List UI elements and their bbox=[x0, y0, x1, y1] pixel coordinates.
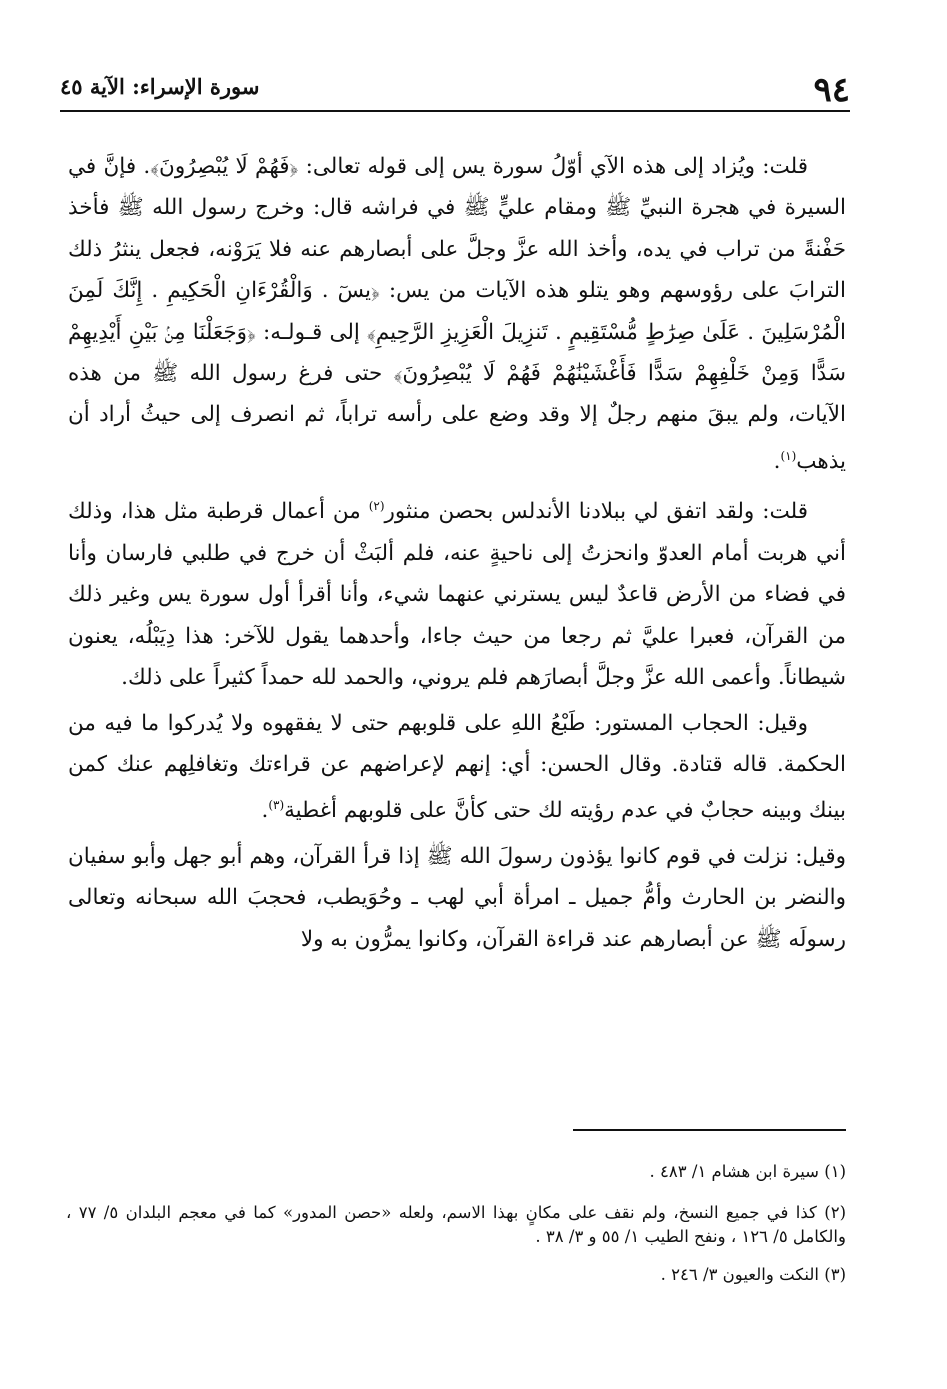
footnote-ref-2: (٢) bbox=[368, 499, 385, 514]
footnotes bbox=[66, 1160, 846, 1304]
footnote-ref-3: (٣) bbox=[268, 798, 285, 813]
paragraph-2-text-a: قلت: ولقد اتفق لي ببلادنا الأندلس بحصن منثور bbox=[384, 499, 808, 525]
footnote-separator bbox=[573, 1129, 846, 1131]
page-header bbox=[60, 70, 850, 110]
paragraph-4 bbox=[68, 836, 846, 960]
paragraph-4-text: وقيل: نزلت في قوم كانوا يؤذون رسولَ الله ﷺ إذا قرأ القرآن، وهم أبو جهل وأبو سفيان والنضر بن الحارث وأمُّ جميل ـ امرأة أبي لهب ـ وحُوَيطب، فحجبَ الله سبحانه وتعالى رسولَه ﷺ عن أبصارهم عند قراءة القرآن، وكانوا يمرُّون به ولا bbox=[68, 843, 846, 952]
paragraph-1: قلت: ويُزاد إلى هذه الآي أوّلُ سورة يس إلى قوله تعالى: ﴿فَهُمْ لَا يُبْصِرُونَ﴾. فإنَّ في السيرة في هجرة النبيِّ ﷺ ومقام عليٍّ ﷺ في فراشه قال: وخرج رسول الله ﷺ فأخذ حَفْنةً من تراب في يده، وأخذ الله عزَّ وجلَّ على أبصارهم عنه فلا يَرَوْنه، فجعل ينثرُ ذلك الترابَ على رؤوسهم وهو يتلو هذه الآيات من يس: ﴿يسٓ . وَالْقُرْءَانِ الْحَكِيمِ . إِنَّكَ لَمِنَ الْمُرْسَلِينَ . عَلَىٰ صِرَٰطٍ مُّسْتَقِيمٍ . تَنزِيلَ الْعَزِيزِ الرَّحِيمِ﴾ إلى قـولـه: ﴿وَجَعَلْنَا مِنۢ بَيْنِ أَيْدِيهِمْ سَدًّا وَمِنْ خَلْفِهِمْ سَدًّا فَأَغْشَيْنَٰهُمْ فَهُمْ لَا يُبْصِرُونَ﴾ حتى فرغ رسول الله ﷺ من هذه الآيات، ولم يبقَ منهم رجلٌ إلا وقد وضع على رأسه تراباً، ثم انصرف إلى حيثُ أراد أن يذهب$^{(١)}$. bbox=[68, 154, 846, 474]
footnote-2: (٢) كذا في جميع النسخ، ولم نقف على مكانٍ بهذا الاسم، ولعله «حصن المدور» كما في معجم البلدان ٥/ ٧٧ ، والكامل ٥/ ١٢٦ ، ونفح الطيب ١/ ٥٥ و ٣/ ٣٨ . bbox=[66, 1203, 846, 1246]
footnote-1: (١) سيرة ابن هشام ١/ ٤٨٣ . bbox=[649, 1162, 846, 1181]
paragraph-2 bbox=[68, 486, 846, 698]
main-text bbox=[68, 146, 846, 964]
paragraph-3-text: وقيل: الحجاب المستور: طَبْعُ اللهِ على قلوبهم حتى لا يفقهوه ولا يُدركوا ما فيه من الحكمة. قاله قتادة. وقال الحسن: أي: إنهم لإعراضهم عن قراءتك وتغافلِهم عنك كمن بينك وبينه حجابٌ في عدم رؤيته لك حتى كأنَّ على قلوبهم أغطية bbox=[68, 710, 846, 824]
footnote-3: (٣) النكت والعيون ٣/ ٢٤٦ . bbox=[660, 1265, 846, 1284]
paragraph-2-text-b: من أعمال قرطبة مثل هذا، وذلك أني هربت أمام العدوّ وانحزتُ إلى ناحيةٍ عنه، فلم ألبَثْ أن خرج في طلبي فارسان وأنا في فضاء من الأرض قاعدٌ ليس يسترني عنهما شيء، وأنا أقرأ أول سورة يس وغير ذلك من القرآن، فعبرا عليَّ ثم رجعا من حيث جاءا، وأحدهما يقول للآخر: هذا دِيَبْلُه، يعنون شيطاناً. وأعمى الله عزَّ وجلَّ أبصارَهم فلم يروني، والحمد لله حمداً كثيراً على ذلك. bbox=[68, 499, 846, 691]
running-title: سورة الإسراء: الآية ٤٥ bbox=[60, 74, 260, 99]
header-rule bbox=[60, 110, 850, 112]
page-number: ٩٤ bbox=[813, 70, 850, 110]
paragraph-1-text: قلت: ويُزاد إلى هذه الآي أوّلُ سورة يس إلى قوله تعالى: ﴿فَهُمْ لَا يُبْصِرُونَ﴾. فإنَّ في السيرة في هجرة النبيِّ ﷺ ومقام عليٍّ ﷺ في فراشه قال: وخرج رسول الله ﷺ فأخذ حَفْنةً من تراب في يده، وأخذ الله عزَّ وجلَّ على أبصارهم عنه فلا يَرَوْنه، فجعل ينثرُ ذلك الترابَ على رؤوسهم وهو يتلو هذه الآيات من يس: ﴿يسٓ . وَالْقُرْءَانِ الْحَكِيمِ . إِنَّكَ لَمِنَ الْمُرْسَلِينَ . عَلَىٰ صِرَٰطٍ مُّسْتَقِيمٍ . تَنزِيلَ الْعَزِيزِ الرَّحِيمِ﴾ إلى قـولـه: ﴿وَجَعَلْنَا مِنۢ بَيْنِ أَيْدِيهِمْ سَدًّا وَمِنْ خَلْفِهِمْ سَدًّا فَأَغْشَيْنَٰهُمْ فَهُمْ لَا يُبْصِرُونَ﴾ حتى فرغ رسول الله ﷺ من هذه الآيات، ولم يبقَ منهم رجلٌ إلا وقد وضع على رأسه تراباً، ثم انصرف إلى حيثُ أراد أن يذهب bbox=[68, 154, 846, 474]
footnote-ref-1: (١) bbox=[780, 448, 797, 463]
paragraph-3: وقيل: الحجاب المستور: طَبْعُ اللهِ على قلوبهم حتى لا يفقهوه ولا يُدركوا ما فيه من الحكمة. قاله قتادة. وقال الحسن: أي: إنهم لإعراضهم عن قراءتك وتغافلِهم عنك كمن بينك وبينه حجابٌ في عدم رؤيته لك حتى كأنَّ على قلوبهم أغطية$^{(٣)}$. bbox=[68, 710, 846, 824]
